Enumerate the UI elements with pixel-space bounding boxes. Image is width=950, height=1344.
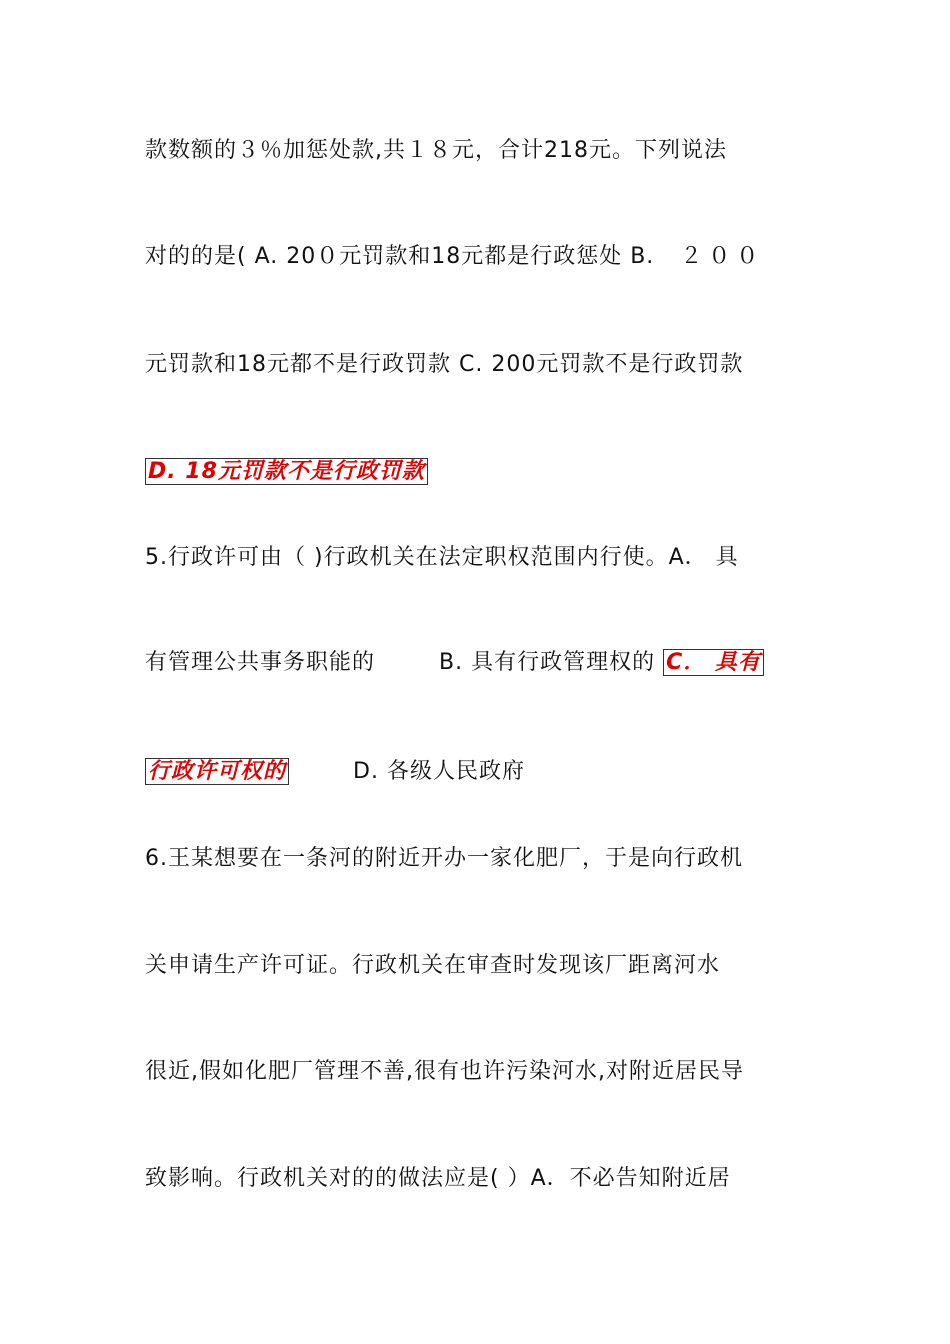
highlighted-answer-d: D. 18元罚款不是行政罚款 [145,458,428,485]
highlighted-answer-c-cont: 行政许可权的 [145,758,289,785]
question-6-line-1: 6.王某想要在一条河的附近开办一家化肥厂，于是向行政机 [145,846,743,871]
question-5-line-1: 5.行政许可由（ )行政机关在法定职权范围内行使。A． 具 [145,545,739,570]
question-6-line-2: 关申请生产许可证。行政机关在审查时发现该厂距离河水 [145,953,721,978]
question-5-line-2 [145,648,810,678]
option-b-text: B. 具有行政管理权的 [439,650,656,675]
question-5-line-3 [145,757,810,787]
question-6-line-3: 很近,假如化肥厂管理不善,很有也许污染河水,对附近居民导 [145,1059,744,1084]
option-d-text: D. 各级人民政府 [353,759,525,784]
text-line-2-tail: ２００ [680,244,765,269]
option-a-text: 有管理公共事务职能的 [145,650,376,675]
text-line-3: 元罚款和18元都不是行政罚款 C. 200元罚款不是行政罚款 [145,352,744,377]
question-6-line-4: 致影响。行政机关对的的做法应是( ）A．不必告知附近居 [145,1166,731,1191]
text-line-1: 款数额的３％加惩处款,共１８元，合计218元。下列说法 [145,138,727,163]
text-line-2 [145,242,810,272]
highlighted-answer-c: C． 具有 [663,649,764,676]
answer-line-d [145,457,810,487]
text-line-2-main: 对的的是( A. 20０元罚款和18元都是行政惩处 B. [145,244,655,269]
